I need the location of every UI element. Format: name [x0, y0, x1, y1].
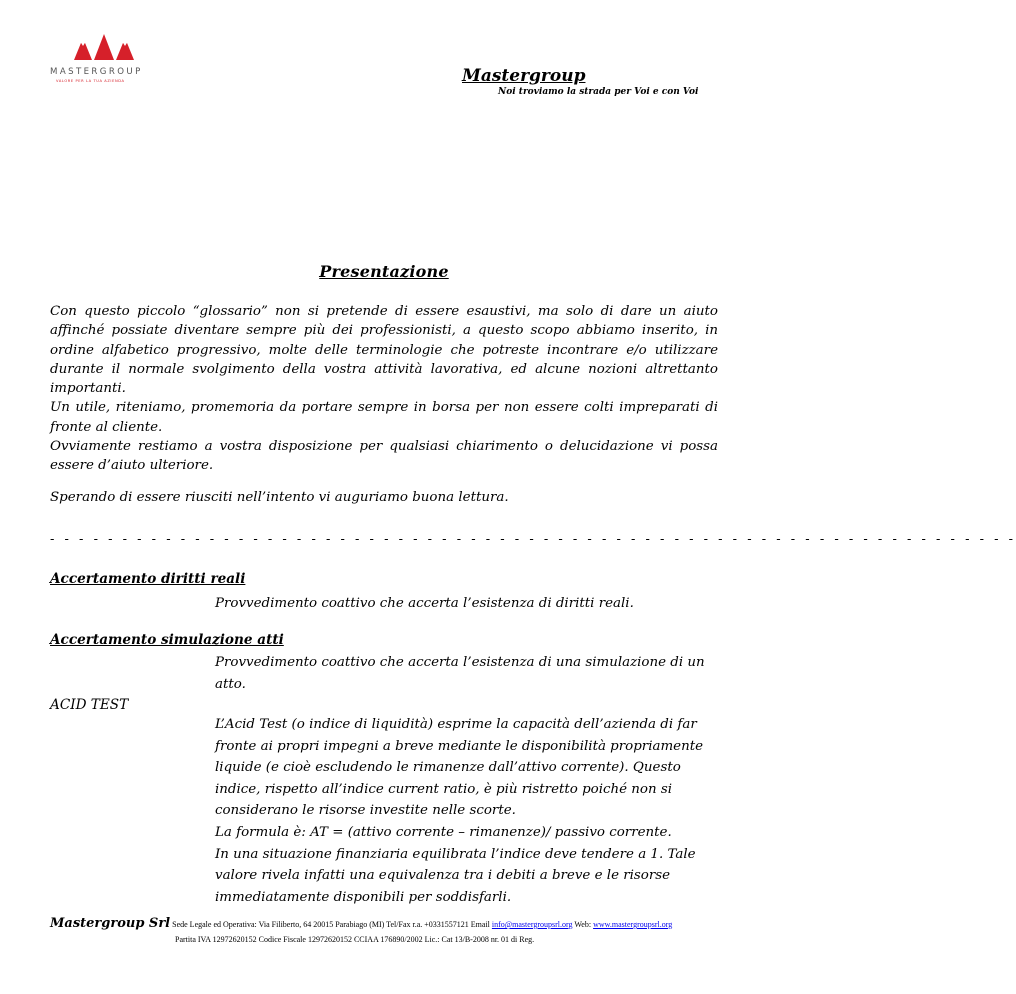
footer-web-label: Web: — [574, 920, 592, 929]
definition-paragraph: La formula è: AT = (attivo corrente – rimanenze)/ passivo corrente. — [215, 824, 672, 840]
page-title: Presentazione — [319, 262, 449, 281]
glossary-term: Accertamento simulazione atti — [50, 632, 284, 648]
divider: - - - - - - - - - - - - - - - - - - - - - - - - - - - - - - - - - - - - - - - - - - - - - - - - - - - - - - - - - - - - - - - - - - - — [50, 532, 1016, 547]
logo-text: MASTERGROUP — [50, 67, 143, 77]
footer-web-link[interactable]: www.mastergroupsrl.org — [593, 920, 673, 929]
glossary-definition — [215, 714, 725, 908]
glossary-definition: Provvedimento coattivo che accerta l’esistenza di una simulazione di un atto. — [215, 655, 705, 692]
definition-paragraph: In una situazione finanziaria equilibrata l’indice deve tendere a 1. Tale valore rivela infatti una equivalenza tra i debiti a breve e le risorse immediatamente disponibili per soddisfarli. — [215, 846, 696, 905]
intro-paragraph: Con questo piccolo “glossario” non si pretende di essere esaustivi, ma solo di dare un aiuto affinché possiate diventare sempre più dei professionisti, a questo scopo abbiamo inserito, in ordine alfabetico progressivo, molte delle terminologie che potreste incontrare e/o utilizzare durante il normale svolgimento della vostra attività lavorativa, ed alcune nozioni altrettanto importanti. — [50, 304, 718, 397]
glossary-definition: Provvedimento coattivo che accerta l’esistenza di diritti reali. — [215, 596, 634, 611]
footer-legal: Partita IVA 12972620152 Codice Fiscale 12972620152 CCIAA 176890/2002 Lic.: Cat 13/B-2008 nr. 01 di Reg. — [175, 935, 535, 944]
intro-text — [50, 302, 718, 476]
intro-paragraph: Ovviamente restiamo a vostra disposizione per qualsiasi chiarimento o delucidazione vi possa essere d’aiuto ulteriore. — [50, 439, 718, 474]
mastergroup-logo — [50, 30, 168, 86]
logo-subtext: VALORE PER LA TUA AZIENDA — [56, 79, 125, 83]
glossary-term: ACID TEST — [50, 697, 129, 713]
footer-brand: Mastergroup Srl — [50, 916, 171, 931]
footer-email-link[interactable]: info@mastergroupsrl.org — [491, 920, 573, 929]
closing-text: Sperando di essere riusciti nell’intento vi auguriamo buona lettura. — [50, 490, 509, 505]
footer-address: Sede Legale ed Operativa: Via Filiberto, 64 20015 Parabiago (MI) Tel/Fax r.a. +0331557121 Email — [172, 920, 490, 929]
definition-paragraph: L’Acid Test (o indice di liquidità) esprime la capacità dell’azienda di far fronte ai propri impegni a breve mediante le disponibilità propriamente liquide (e cioè escludendo le rimanenze dall’attivo corrente). Questo indice, rispetto all’indice current ratio, è più ristretto poiché non si considerano le risorse investite nelle scorte. — [215, 717, 704, 819]
brand-name: Mastergroup — [462, 66, 586, 86]
intro-paragraph: Un utile, riteniamo, promemoria da portare sempre in borsa per non essere colti impreparati di fronte al cliente. — [50, 400, 718, 435]
glossary-term: Accertamento diritti reali — [50, 571, 246, 587]
brand-tagline: Noi troviamo la strada per Voi e con Voi — [498, 87, 699, 97]
page-footer — [50, 916, 740, 944]
